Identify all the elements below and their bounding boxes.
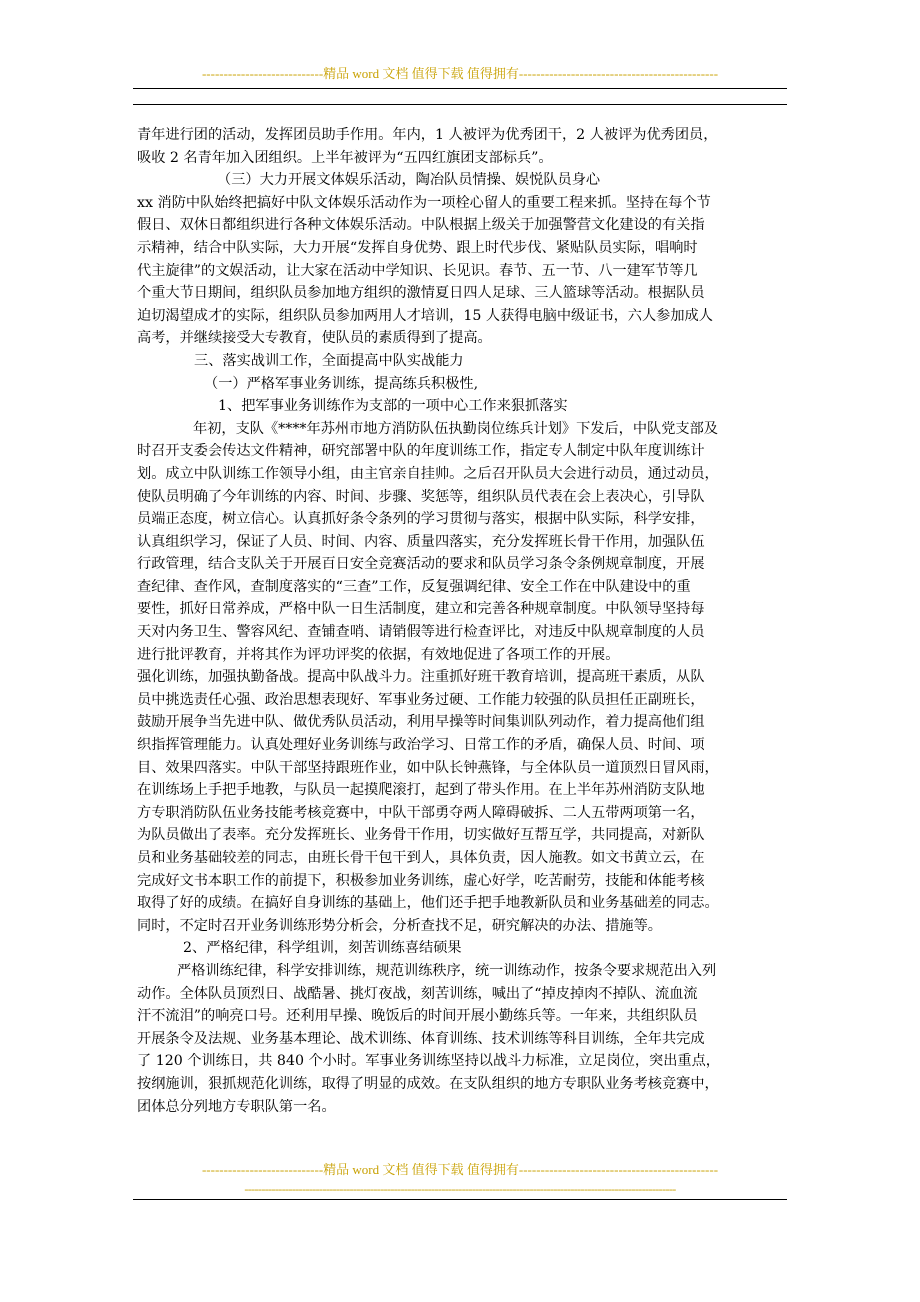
text-line: 员端正态度，树立信心。认真抓好条令条列的学习贯彻与落实，根据中队实际，科学安排， [137,511,705,528]
text-line: 目、效果四落实。中队干部坚持跟班作业，如中队长钟燕锋，与全体队员一道顶烈日冒风雨， [137,759,719,776]
text-line: 1、把军事业务训练作为支部的一项中心工作来狠抓落实 [218,398,568,415]
text-line: 个重大节日期间，组织队员参加地方组织的激情夏日四人足球、三人篮球等活动。根据队员 [137,285,705,302]
text-line: 代主旋律”的文娱活动，让大家在活动中学知识、长见识。春节、五一节、八一建军节等几 [137,262,698,279]
text-line: 进行批评教育，并将其作为评功评奖的依据，有效地促进了各项工作的开展。 [137,646,620,663]
text-line: xx 消防中队始终把搞好中队文体娱乐活动作为一项栓心留人的重要工程来抓。坚持在每个节 [137,194,711,211]
text-line: 使队员明确了今年训练的内容、时间、步骤、奖惩等，组织队员代表在会上表决心，引导队 [137,488,705,505]
text-line: 吸收 2 名青年加入团组织。上半年被评为“五四红旗团支部标兵”。 [137,149,553,166]
text-line: 强化训练，加强执勤备战。提高中队战斗力。注重抓好班干教育培训，提高班干素质，从队 [137,669,705,686]
document-body [137,124,787,1118]
footer-rule [133,1199,787,1200]
text-line: 划。成立中队训练工作领导小组，由主官亲自挂帅。之后召开队员大会进行动员，通过动员， [137,465,719,482]
text-line: 假日、双休日都组织进行各种文体娱乐活动。中队根据上级关于加强警营文化建设的有关指 [137,217,705,234]
text-line: 时召开支委会传达文件精神，研究部署中队的年度训练工作，指定专人制定中队年度训练计 [137,443,705,460]
text-line: （三）大力开展文体娱乐活动，陶冶队员情操、娱悦队员身心 [217,172,601,189]
text-line: 三、落实战训工作，全面提高中队实战能力 [194,352,464,369]
text-line: 在训练场上手把手地教，与队员一起摸爬滚打，起到了带头作用。在上半年苏州消防支队地 [137,782,705,799]
text-line: 汗不流泪”的响亮口号。还利用早操、晚饭后的时间开展小勤练兵等。一年来，共组织队员 [137,1008,698,1025]
text-line: 团体总分列地方专职队第一名。 [137,1098,336,1115]
text-line: 高考，并继续接受大专教育，使队员的素质得到了提高。 [137,330,492,347]
text-line: 青年进行团的活动，发挥团员助手作用。年内，1 人被评为优秀团干，2 人被评为优秀团员， [137,127,718,143]
text-line: 2、严格纪律，科学组训，刻苦训练喜结硕果 [183,940,462,957]
text-line: 行政管理，结合支队关于开展百日安全竞赛活动的要求和队员学习条令条例规章制度，开展 [137,556,705,573]
text-line: 方专职消防队伍业务技能考核竞赛中，中队干部勇夺两人障碍破拆、二人五带两项第一名， [137,804,705,821]
footer-dash-line: ------------------------------------------------------------------------------------------------------------------------------- [244,1182,676,1196]
text-line: 查纪律、查作风，查制度落实的“三查”工作，反复强调纪律、安全工作在中队建设中的重 [137,578,691,595]
footer-banner: ----------------------------精品 word 文档 值得下载 值得拥有---------------------------------------------- [201,1162,719,1177]
text-line: 按纲施训，狠抓规范化训练，取得了明显的成效。在支队组织的地方专职队业务考核竞赛中， [137,1075,719,1092]
text-line: 天对内务卫生、警容风纪、查铺查哨、请销假等进行检查评比，对违反中队规章制度的人员 [137,624,705,641]
text-line: 示精神，结合中队实际，大力开展“发挥自身优势、跟上时代步伐、紧贴队员实际，唱响时 [137,239,698,256]
text-line: 同时，不定时召开业务训练形势分析会，分析查找不足，研究解决的办法、措施等。 [137,917,662,934]
text-line: 严格训练纪律，科学安排训练，规范训练秩序，统一训练动作，按条令要求规范出入列 [177,962,717,979]
text-line: 认真组织学习，保证了人员、时间、内容、质量四落实，充分发挥班长骨干作用，加强队伍 [137,533,705,550]
text-line: 取得了好的成绩。在搞好自身训练的基础上，他们还手把手地教新队员和业务基础差的同志。 [137,895,719,912]
text-line: 了 120 个训练日，共 840 个小时。军事业务训练坚持以战斗力标准，立足岗位，突出重点， [137,1053,720,1070]
text-line: 为队员做出了表率。充分发挥班长、业务骨干作用，切实做好互帮互学，共同提高，对新队 [137,827,705,844]
text-line: 织指挥管理能力。认真处理好业务训练与政治学习、日常工作的矛盾，确保人员、时间、项 [137,737,705,754]
header-rule-top [133,88,787,89]
header-rule-bottom [133,104,787,105]
text-line: 动作。全体队员顶烈日、战酷暑、挑灯夜战，刻苦训练，喊出了“掉皮掉肉不掉队、流血流 [137,985,698,1002]
text-line: 年初，支队《****年苏州市地方消防队伍执勤岗位练兵计划》下发后，中队党支部及 [193,420,718,437]
header-banner: ----------------------------精品 word 文档 值得下载 值得拥有---------------------------------------------- [201,66,719,81]
text-line: 迫切渴望成才的实际，组织队员参加两用人才培训，15 人获得电脑中级证书，六人参加成人 [137,307,713,324]
text-line: 员中挑选责任心强、政治思想表现好、军事业务过硬、工作能力较强的队员担任正副班长， [137,691,705,708]
text-line: 员和业务基础较差的同志，由班长骨干包干到人，具体负责，因人施教。如文书黄立云，在 [137,850,705,866]
text-line: 完成好文书本职工作的前提下，积极参加业务训练，虚心好学，吃苦耐劳，技能和体能考核 [137,872,705,889]
text-line: 鼓励开展争当先进中队、做优秀队员活动，利用早操等时间集训队列动作，着力提高他们组 [137,714,705,731]
text-line: （一）严格军事业务训练，提高练兵积极性, [204,375,479,392]
text-line: 开展条令及法规、业务基本理论、战术训练、体育训练、技术训练等科目训练，全年共完成 [137,1030,705,1047]
text-line: 要性，抓好日常养成，严格中队一日生活制度，建立和完善各种规章制度。中队领导坚持每 [137,601,705,618]
